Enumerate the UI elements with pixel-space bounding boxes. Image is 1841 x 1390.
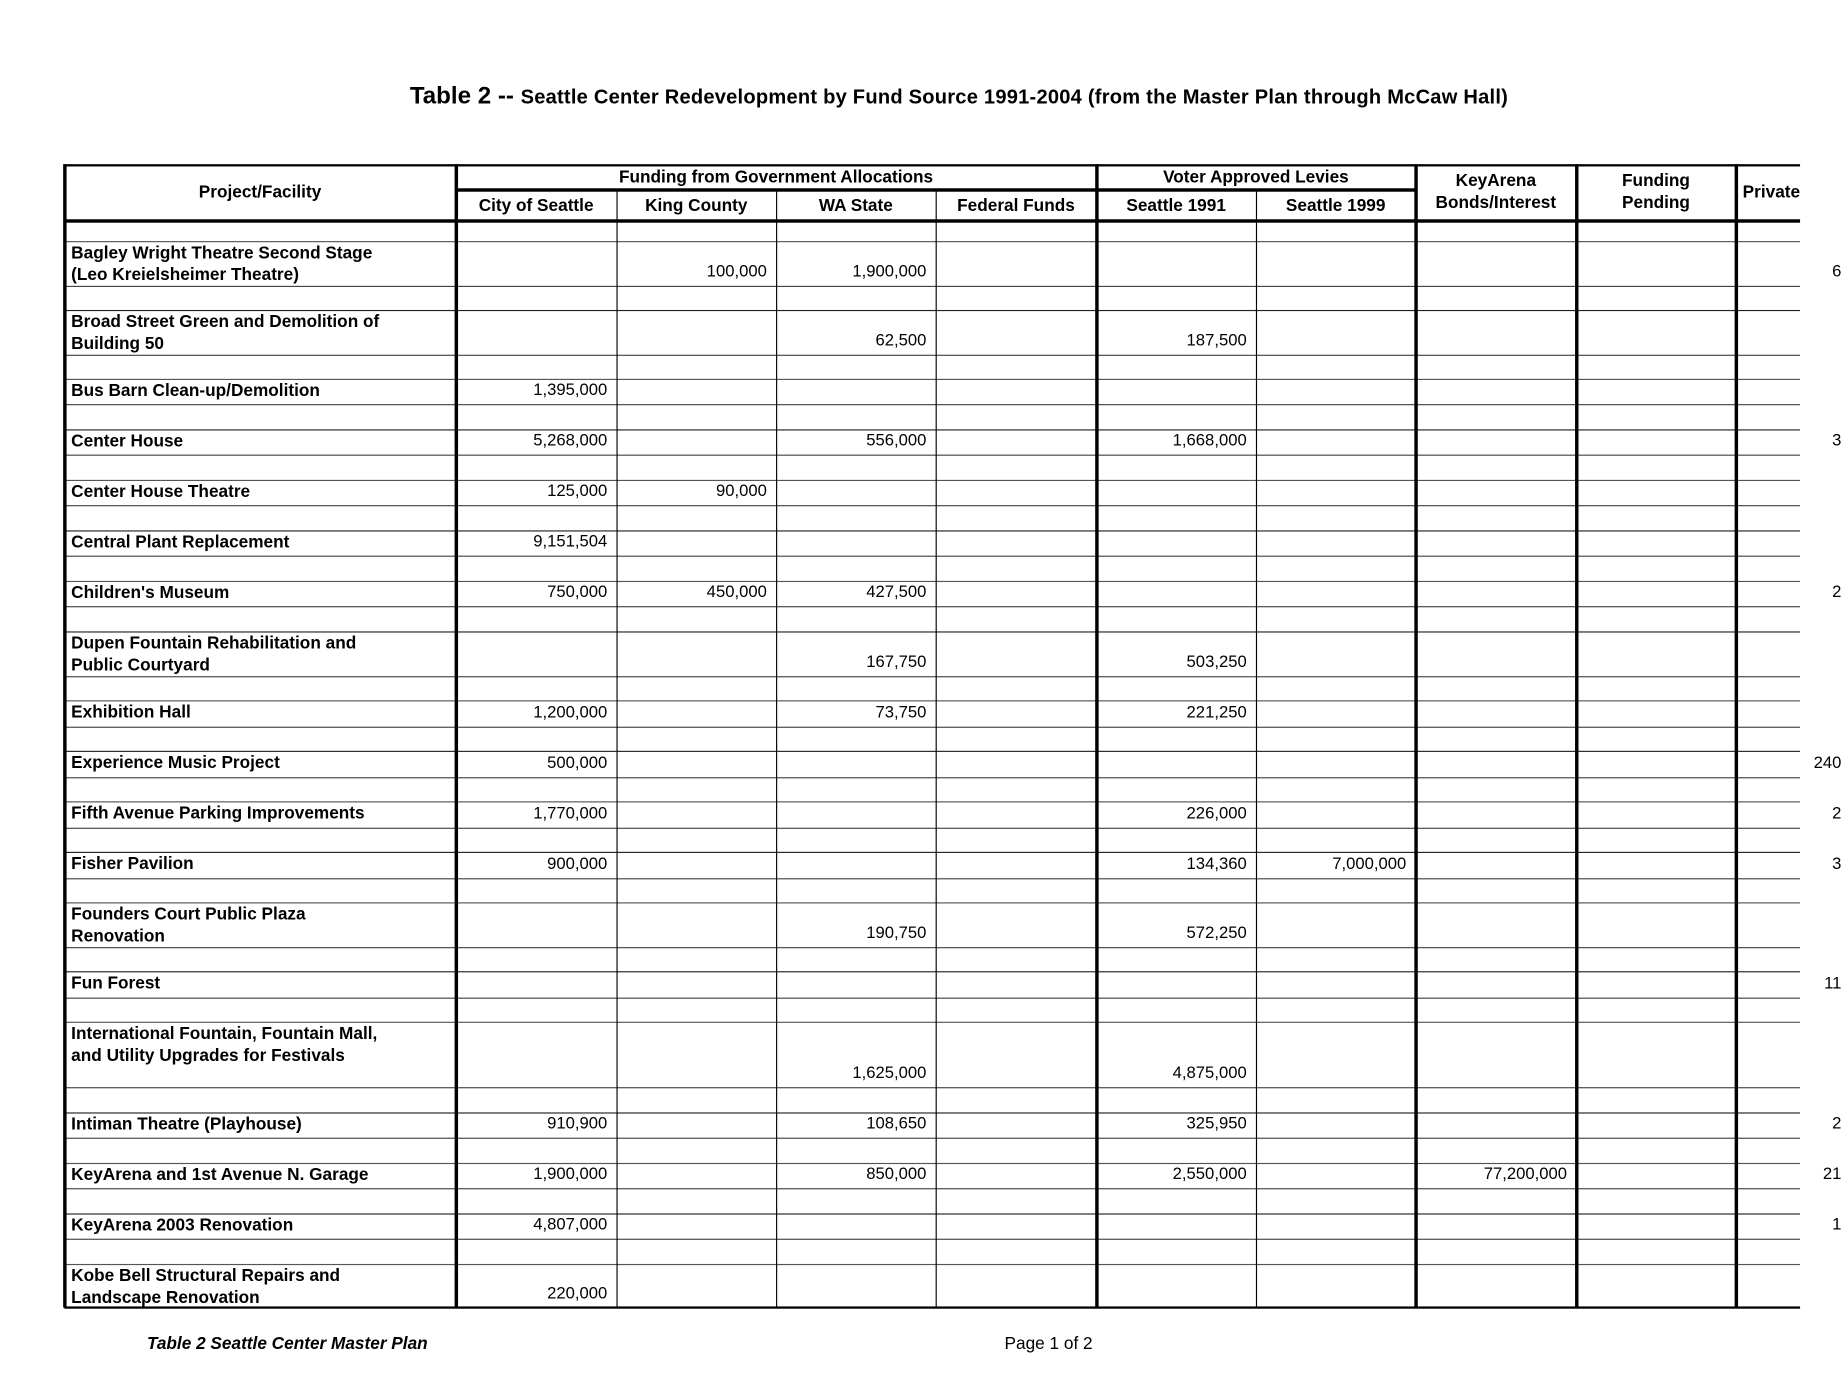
table-cell-amount [1576,853,1726,876]
table-cell-amount [616,1215,766,1237]
table-row-project-name [67,802,456,827]
header-keyarena-line1: KeyArena [1455,171,1537,191]
column-header: City of Seattle [478,195,594,216]
table-cell-amount [936,752,1088,775]
table-cell-amount [1096,481,1246,503]
table-cell-amount [1256,701,1406,724]
table-cell-amount: 1,770,000 [533,804,608,824]
project-name-line: Dupen Fountain Rehabilitation and [71,633,357,654]
table-cell-amount [936,1023,1088,1085]
table-cell-amount [616,431,766,453]
table-cell-amount [776,481,926,503]
title-separator: -- [491,82,521,110]
table-cell-amount [936,242,1088,283]
header-funding-pending [1576,166,1736,217]
table-cell-amount [776,1265,926,1305]
project-name-line: Kobe Bell Structural Repairs and [71,1266,341,1286]
table-cell-amount [616,532,766,554]
table-cell-amount [776,972,926,995]
table-cell-amount [1576,431,1726,453]
table-cell-amount [1256,380,1406,402]
project-name-line: Central Plant Replacement [71,532,290,553]
project-name-line: and Utility Upgrades for Festivals [71,1045,345,1066]
table-cell-amount [1415,1215,1567,1237]
table-cell-amount [616,802,766,825]
table-cell-amount: 226,000 [1186,804,1247,824]
table-cell-amount [616,972,766,995]
table-cell-amount [1096,532,1246,554]
table-cell-amount [936,380,1088,402]
table-cell-amount [616,633,766,674]
header-pending-line1: Funding [1622,171,1690,191]
table-cell-private [1773,1265,1841,1305]
table-cell-amount [616,1114,766,1136]
table-row-project-name [67,1114,456,1138]
table-cell-amount [616,380,766,402]
table-cell-amount [1256,1023,1406,1085]
table-cell-amount [776,380,926,402]
table-cell-amount [1415,242,1567,283]
header-government-allocations: Funding from Government Allocations [618,167,934,187]
table-cell-amount [936,701,1088,724]
table-cell-private [1773,532,1841,554]
table-cell-amount: 503,250 [1186,653,1247,672]
table-cell-amount [1576,752,1726,775]
table-cell-amount [1256,1164,1406,1186]
table-cell-amount: 750,000 [547,583,608,602]
table-cell-amount [616,311,766,352]
table-cell-amount [1576,1114,1726,1136]
table-cell-amount: 125,000 [547,482,608,501]
project-name-line: Fisher Pavilion [71,854,194,874]
grid-line [64,1138,1800,1139]
table-cell-amount [1576,242,1726,283]
project-name-line: Bus Barn Clean-up/Demolition [71,381,320,401]
project-name-line: Public Courtyard [71,655,210,676]
table-cell-amount: 108,650 [866,1114,927,1134]
table-cell-amount [1576,532,1726,554]
header-keyarena-bonds [1415,166,1576,217]
grid-line [64,828,1800,829]
table-row-project-name [67,431,456,455]
table-cell-amount: 62,500 [875,331,927,351]
table-row-project-name [67,701,456,726]
table-cell-amount [1256,1215,1406,1237]
project-name-line: Intiman Theatre (Playhouse) [71,1114,302,1135]
table-cell-amount: 2,550,000 [1172,1165,1247,1184]
table-cell-amount [1415,752,1567,775]
table-cell-amount: 5,268,000 [533,431,608,451]
grid-line [64,455,1800,456]
table-cell-amount [1256,242,1406,283]
table-cell-amount [456,242,608,283]
table-cell-private: 1 [1832,1215,1841,1235]
grid-line [64,727,1800,728]
table-cell-amount [1256,532,1406,554]
grid-line [776,189,777,1307]
table-cell-amount [456,311,608,352]
table-row-project-name [67,1023,456,1087]
page-title [410,83,1508,111]
project-name-line: KeyArena and 1st Avenue N. Garage [71,1165,369,1185]
table-cell-amount: 73,750 [875,703,927,723]
table-cell-amount: 572,250 [1186,924,1247,943]
table-cell-amount: 134,360 [1186,855,1247,874]
table-cell-amount [1415,633,1567,674]
project-name-line: Fun Forest [71,973,161,994]
grid-line [64,286,1800,287]
table-cell-amount [936,972,1088,995]
table-cell-amount [1576,481,1726,503]
table-cell-amount [616,1023,766,1085]
grid-line [64,947,1800,948]
title-text: Seattle Center Redevelopment by Fund Source 1991-2004 (from the Master Plan through McCaw Hall) [520,84,1509,108]
table-cell-private: 240 [1813,754,1841,773]
table-cell-private: 3 [1832,855,1841,874]
table-row-project-name [67,903,456,947]
table-cell-amount: 9,151,504 [533,532,608,552]
table-cell-amount [936,633,1088,674]
project-name-line: Experience Music Project [71,753,280,773]
table-cell-amount [1415,903,1567,944]
table-cell-amount [1256,431,1406,453]
project-name-line: (Leo Kreielsheimer Theatre) [71,265,299,285]
column-header: Seattle 1991 [1126,195,1226,216]
table-row-project-name [67,582,456,606]
table-cell-amount [936,311,1088,352]
table-cell-amount [1096,972,1246,995]
table-cell-amount [1256,311,1406,352]
table-cell-amount [1576,701,1726,724]
project-name-line: Children's Museum [71,583,230,603]
table-cell-amount: 850,000 [866,1165,927,1184]
table-cell-private [1773,633,1841,674]
table-cell-amount: 1,668,000 [1172,431,1247,451]
table-cell-amount: 450,000 [706,583,767,602]
grid-line [64,355,1800,356]
grid-line [64,606,1800,607]
project-name-line: Renovation [71,926,165,946]
table-cell-amount [1415,431,1567,453]
table-cell-amount [1096,582,1246,604]
table-cell-amount: 4,807,000 [533,1215,608,1235]
table-cell-amount [616,1164,766,1186]
project-name-line: International Fountain, Fountain Mall, [71,1024,378,1044]
table-label: Table 2 [409,82,492,110]
project-name-line: Founders Court Public Plaza [71,904,306,925]
header-private: Private [1742,181,1801,202]
table-cell-amount [456,1023,608,1085]
table-cell-amount [776,802,926,825]
project-name-line: Broad Street Green and Demolition of [71,312,380,332]
table-cell-amount [1415,311,1567,352]
table-cell-amount: 220,000 [547,1284,608,1303]
table-cell-private [1773,903,1841,944]
grid-line [1735,164,1738,1307]
grid-line [64,1087,1800,1088]
table-cell-amount: 427,500 [866,583,927,602]
table-cell-amount [1576,1023,1726,1085]
table-cell-amount [936,481,1088,503]
grid-line [64,676,1800,677]
table-cell-amount [1415,802,1567,825]
table-cell-amount [1256,752,1406,775]
table-cell-amount [936,1265,1088,1305]
table-cell-amount [456,903,608,944]
table-cell-amount [1415,532,1567,554]
table-cell-amount [1415,1265,1567,1305]
table-cell-private: 11 [1824,974,1841,994]
project-name-line: Center House [71,431,184,452]
table-cell-amount [936,431,1088,453]
table-cell-amount [1415,380,1567,402]
table-cell-amount: 90,000 [715,482,767,501]
table-cell-private: 6 [1832,262,1841,282]
table-cell-amount [1415,972,1567,995]
grid-line [64,219,1800,222]
project-name-line: Fifth Avenue Parking Improvements [71,803,365,824]
table-cell-amount [1415,481,1567,503]
project-name-line: Landscape Renovation [71,1288,260,1308]
table-cell-amount: 1,900,000 [852,262,927,282]
footer-title: Table 2 Seattle Center Master Plan [146,1333,428,1354]
table-cell-amount [776,1215,926,1237]
table-cell-amount [1576,903,1726,944]
project-name-line: Bagley Wright Theatre Second Stage [71,243,373,263]
table-cell-amount [1415,1023,1567,1085]
table-cell-private [1773,1023,1841,1085]
table-cell-amount [1576,972,1726,995]
table-cell-private [1773,380,1841,402]
table-cell-amount [456,633,608,674]
table-cell-amount [776,853,926,876]
project-name-line: Exhibition Hall [71,702,191,723]
grid-line [64,998,1800,999]
table-cell-private [1773,481,1841,503]
header-pending-line2: Pending [1622,192,1690,213]
table-row-project-name [67,1164,456,1188]
column-header: King County [645,195,748,216]
table-row-project-name [67,1265,456,1307]
table-cell-amount [616,903,766,944]
table-cell-amount [1256,802,1406,825]
table-cell-amount [1415,1114,1567,1136]
column-header: Federal Funds [957,195,1075,216]
table-cell-private [1773,701,1841,724]
table-cell-amount [936,532,1088,554]
table-cell-amount [1096,752,1246,775]
table-cell-amount [1576,1215,1726,1237]
grid-line [64,404,1800,405]
table-cell-amount [936,903,1088,944]
table-cell-amount: 100,000 [706,262,767,282]
table-row-project-name [67,853,456,878]
grid-line [64,505,1800,506]
table-cell-amount [1096,380,1246,402]
table-cell-amount [1256,903,1406,944]
table-cell-amount [1256,633,1406,674]
table-cell-amount [1576,1164,1726,1186]
table-row-project-name [67,972,456,997]
table-row-project-name [67,1215,456,1239]
table-cell-amount: 1,395,000 [533,381,608,400]
table-row-project-name [67,311,456,355]
grid-line [64,1239,1800,1240]
table-cell-amount: 1,625,000 [852,1064,927,1083]
table-cell-amount [1256,1265,1406,1305]
table-cell-amount [1415,853,1567,876]
page-number: Page 1 of 2 [1004,1333,1093,1354]
table-cell-amount [936,1114,1088,1136]
table-cell-amount: 325,950 [1186,1114,1247,1134]
table-cell-amount [776,752,926,775]
table-cell-amount: 190,750 [866,924,927,943]
table-row-project-name [67,532,456,556]
table-cell-amount [616,853,766,876]
grid-line [936,189,937,1307]
table-cell-amount: 221,250 [1186,703,1247,723]
table-cell-amount [936,802,1088,825]
table-cell-amount: 4,875,000 [1172,1064,1247,1083]
table-cell-amount: 910,900 [547,1114,608,1134]
grid-line [64,878,1800,879]
table-cell-amount: 187,500 [1186,331,1247,351]
table-cell-amount [616,1265,766,1305]
table-row-project-name [67,242,456,286]
table-cell-amount: 1,900,000 [533,1165,608,1184]
table-row-project-name [67,481,456,505]
table-cell-amount [1576,1265,1726,1305]
table-cell-private: 2 [1832,1114,1841,1134]
grid-line [64,556,1800,557]
table-cell-amount: 77,200,000 [1483,1165,1568,1184]
table-cell-amount [1096,242,1246,283]
table-cell-private: 3 [1832,431,1841,451]
table-cell-amount: 7,000,000 [1332,855,1407,874]
table-cell-amount [1576,311,1726,352]
table-cell-amount [936,1164,1088,1186]
table-cell-amount: 1,200,000 [533,703,608,723]
grid-line [1256,189,1257,1307]
table-cell-amount [1096,1215,1246,1237]
project-name-line: Center House Theatre [71,482,251,502]
header-keyarena-line2: Bonds/Interest [1435,192,1557,213]
grid-line [64,1188,1800,1189]
project-name-line: KeyArena 2003 Renovation [71,1215,294,1236]
project-name-line: Building 50 [71,334,164,354]
grid-line [616,189,617,1307]
table-cell-amount: 900,000 [547,855,608,874]
grid-line [64,777,1800,778]
table-cell-amount [456,972,608,995]
table-cell-private: 2 [1832,583,1841,602]
table-cell-private: 2 [1832,804,1841,824]
table-cell-amount: 500,000 [547,754,608,773]
table-cell-amount [1415,701,1567,724]
table-cell-amount [936,1215,1088,1237]
table-cell-amount [1576,802,1726,825]
table-cell-amount: 556,000 [866,431,927,451]
column-header: Seattle 1999 [1285,195,1386,216]
table-cell-amount [936,582,1088,604]
table-cell-amount [1256,582,1406,604]
table-cell-amount [776,532,926,554]
table-cell-amount: 167,750 [866,653,927,672]
table-cell-amount [1576,582,1726,604]
table-cell-amount [616,701,766,724]
table-row-project-name [67,380,456,404]
header-project-facility: Project/Facility [198,181,322,202]
table-row-project-name [67,752,456,777]
table-cell-amount [1256,972,1406,995]
table-row-project-name [67,633,456,677]
table-cell-amount [1576,380,1726,402]
table-cell-private [1773,311,1841,352]
column-header: WA State [818,195,893,216]
table-cell-amount [1256,481,1406,503]
table-cell-amount [1576,633,1726,674]
table-cell-amount [1096,1265,1246,1305]
table-cell-amount [1256,1114,1406,1136]
header-voter-approved-levies: Voter Approved Levies [1163,167,1349,187]
table-cell-amount [616,752,766,775]
table-cell-private: 21 [1822,1165,1841,1184]
table-cell-amount [1415,582,1567,604]
table-cell-amount [936,853,1088,876]
